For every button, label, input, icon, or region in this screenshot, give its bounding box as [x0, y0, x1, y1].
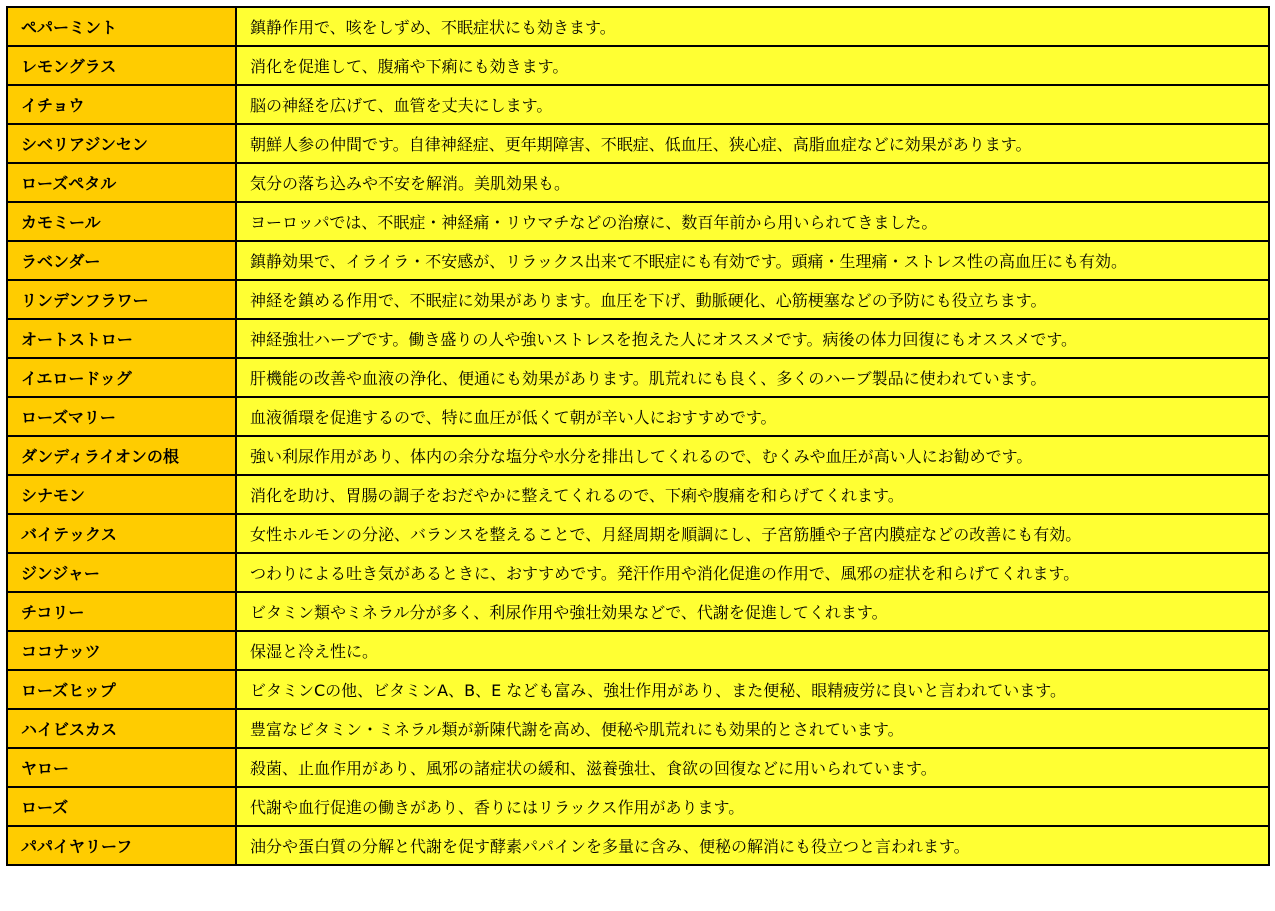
table-row: [7, 787, 1269, 826]
table-row: [7, 46, 1269, 85]
table-row: [7, 670, 1269, 709]
table-row: [7, 748, 1269, 787]
table-row: [7, 475, 1269, 514]
herb-description: 血液循環を促進するので、特に血圧が低くて朝が辛い人におすすめです。: [236, 397, 1269, 436]
herb-name: パパイヤリーフ: [7, 826, 236, 865]
herb-description: 朝鮮人参の仲間です。自律神経症、更年期障害、不眠症、低血圧、狭心症、高脂血症などに効果があります。: [236, 124, 1269, 163]
table-row: [7, 709, 1269, 748]
table-row: [7, 514, 1269, 553]
herb-description: 消化を促進して、腹痛や下痢にも効きます。: [236, 46, 1269, 85]
table-row: [7, 85, 1269, 124]
table-row: [7, 358, 1269, 397]
herb-name: ココナッツ: [7, 631, 236, 670]
herb-description: つわりによる吐き気があるときに、おすすめです。発汗作用や消化促進の作用で、風邪の症状を和らげてくれます。: [236, 553, 1269, 592]
herb-name: ダンディライオンの根: [7, 436, 236, 475]
herb-name: レモングラス: [7, 46, 236, 85]
herb-name: ヤロー: [7, 748, 236, 787]
herb-description: 神経強壮ハーブです。働き盛りの人や強いストレスを抱えた人にオススメです。病後の体力回復にもオススメです。: [236, 319, 1269, 358]
table-row: [7, 202, 1269, 241]
herb-name: バイテックス: [7, 514, 236, 553]
herb-description: 油分や蛋白質の分解と代謝を促す酵素パパインを多量に含み、便秘の解消にも役立つと言われます。: [236, 826, 1269, 865]
herb-description: 保湿と冷え性に。: [236, 631, 1269, 670]
herb-description: 代謝や血行促進の働きがあり、香りにはリラックス作用があります。: [236, 787, 1269, 826]
table-row: [7, 553, 1269, 592]
herb-description: 肝機能の改善や血液の浄化、便通にも効果があります。肌荒れにも良く、多くのハーブ製品に使われています。: [236, 358, 1269, 397]
herb-description: ビタミンCの他、ビタミンA、B、E なども富み、強壮作用があり、また便秘、眼精疲労に良いと言われています。: [236, 670, 1269, 709]
herb-name: ローズペタル: [7, 163, 236, 202]
herb-description: 神経を鎮める作用で、不眠症に効果があります。血圧を下げ、動脈硬化、心筋梗塞などの予防にも役立ちます。: [236, 280, 1269, 319]
table-row: [7, 592, 1269, 631]
herb-table: [6, 6, 1270, 866]
herb-name: ジンジャー: [7, 553, 236, 592]
table-row: [7, 124, 1269, 163]
herb-name: ハイビスカス: [7, 709, 236, 748]
table-row: [7, 631, 1269, 670]
herb-name: ローズマリー: [7, 397, 236, 436]
herb-description: ヨーロッパでは、不眠症・神経痛・リウマチなどの治療に、数百年前から用いられてきました。: [236, 202, 1269, 241]
table-row: [7, 280, 1269, 319]
table-row: [7, 397, 1269, 436]
herb-name: ローズヒップ: [7, 670, 236, 709]
herb-description: 脳の神経を広げて、血管を丈夫にします。: [236, 85, 1269, 124]
table-row: [7, 826, 1269, 865]
herb-description: 消化を助け、胃腸の調子をおだやかに整えてくれるので、下痢や腹痛を和らげてくれます。: [236, 475, 1269, 514]
herb-name: シナモン: [7, 475, 236, 514]
herb-description: 強い利尿作用があり、体内の余分な塩分や水分を排出してくれるので、むくみや血圧が高い人にお勧めです。: [236, 436, 1269, 475]
herb-description: 女性ホルモンの分泌、バランスを整えることで、月経周期を順調にし、子宮筋腫や子宮内膜症などの改善にも有効。: [236, 514, 1269, 553]
herb-description: 鎮静作用で、咳をしずめ、不眠症状にも効きます。: [236, 7, 1269, 46]
herb-name: チコリー: [7, 592, 236, 631]
herb-name: カモミール: [7, 202, 236, 241]
herb-description: 豊富なビタミン・ミネラル類が新陳代謝を高め、便秘や肌荒れにも効果的とされています。: [236, 709, 1269, 748]
herb-name: シベリアジンセン: [7, 124, 236, 163]
herb-name: イチョウ: [7, 85, 236, 124]
herb-name: リンデンフラワー: [7, 280, 236, 319]
table-row: [7, 241, 1269, 280]
herb-description: 鎮静効果で、イライラ・不安感が、リラックス出来て不眠症にも有効です。頭痛・生理痛・ストレス性の高血圧にも有効。: [236, 241, 1269, 280]
table-row: [7, 7, 1269, 46]
herb-description: 殺菌、止血作用があり、風邪の諸症状の緩和、滋養強壮、食欲の回復などに用いられています。: [236, 748, 1269, 787]
table-row: [7, 163, 1269, 202]
herb-table-body: [7, 7, 1269, 865]
herb-name: ラベンダー: [7, 241, 236, 280]
table-row: [7, 319, 1269, 358]
herb-name: イエロードッグ: [7, 358, 236, 397]
table-row: [7, 436, 1269, 475]
herb-description: 気分の落ち込みや不安を解消。美肌効果も。: [236, 163, 1269, 202]
herb-name: ローズ: [7, 787, 236, 826]
herb-name: オートストロー: [7, 319, 236, 358]
herb-description: ビタミン類やミネラル分が多く、利尿作用や強壮効果などで、代謝を促進してくれます。: [236, 592, 1269, 631]
herb-name: ペパーミント: [7, 7, 236, 46]
